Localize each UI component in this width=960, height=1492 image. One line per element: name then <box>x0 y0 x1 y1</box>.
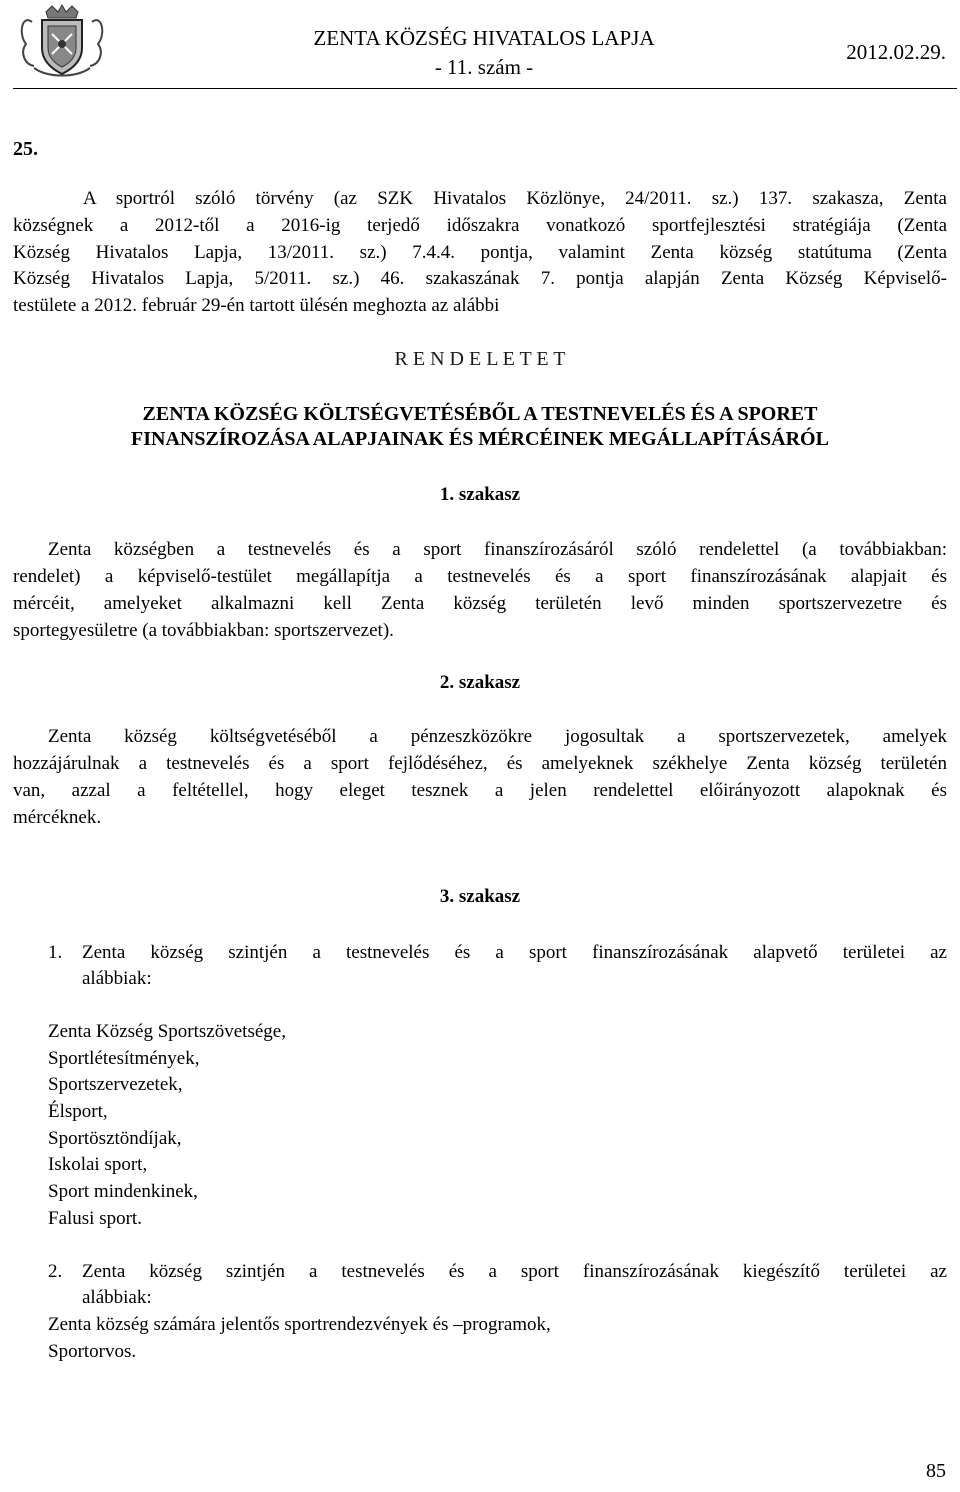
section-line: rendelet) a képviselő-testület megállapítja a testnevelés és a sport finanszírozásának alapjait és <box>13 566 947 587</box>
list-item: Iskolai sport, <box>48 1154 148 1175</box>
list-item: Falusi sport. <box>48 1208 142 1229</box>
issue-number: - 11. szám - <box>434 55 534 79</box>
preamble-line: A sportról szóló törvény (az SZK Hivatalos Közlönye, 24/2011. sz.) 137. szakasza, Zenta <box>83 188 947 209</box>
item-number: 25. <box>13 138 38 160</box>
coat-of-arms-icon <box>12 4 112 80</box>
item-line: Zenta község szintjén a testnevelés és a sport finanszírozásának kiegészítő területei az <box>82 1261 947 1282</box>
issue-date: 2012.02.29. <box>846 40 946 64</box>
page-number: 85 <box>926 1460 946 1482</box>
section-line: Zenta községben a testnevelés és a sport finanszírozásáról szóló rendelettel (a továbbiakban: <box>48 539 947 560</box>
item-line: alábbiak: <box>82 968 152 989</box>
item-line: Zenta község szintjén a testnevelés és a sport finanszírozásának alapvető területei az <box>82 942 947 963</box>
list-item: Sportszervezetek, <box>48 1074 183 1095</box>
journal-title: ZENTA KÖZSÉG HIVATALOS LAPJA <box>313 26 655 50</box>
section-heading: 2. szakasz <box>439 672 521 693</box>
decree-word: R E N D E L E T E T <box>394 348 566 370</box>
preamble-line: Község Hivatalos Lapja, 5/2011. sz.) 46. szakaszának 7. pontja alapján Zenta Község Képviselő- <box>13 268 947 289</box>
list-item: Élsport, <box>48 1101 108 1122</box>
item-label: 1. <box>48 942 63 963</box>
preamble-line: testülete a 2012. február 29-én tartott ülésén meghozta az alábbi <box>13 295 500 316</box>
decree-title-line: FINANSZÍROZÁSA ALAPJAINAK ÉS MÉRCÉINEK MEGÁLLAPÍTÁSÁRÓL <box>131 428 829 450</box>
section-line: hozzájárulnak a testnevelés és a sport fejlődéséhez, és amelyeknek székhelye Zenta község területén <box>13 753 947 774</box>
decree-title-line: ZENTA KÖZSÉG KÖLTSÉGVETÉSÉBŐL A TESTNEVELÉS ÉS A SPORET <box>142 403 818 425</box>
preamble-line: községnek a 2012-től a 2016-ig terjedő időszakra vonatkozó sportfejlesztési stratégiája (Zenta <box>13 215 947 236</box>
list-item: Sport mindenkinek, <box>48 1181 198 1202</box>
section-line: van, azzal a feltétellel, hogy eleget tesznek a jelen rendelettel előirányozott alapoknak és <box>13 780 947 801</box>
item-line: alábbiak: <box>82 1287 152 1308</box>
list-item: Sportösztöndíjak, <box>48 1128 182 1149</box>
section-heading: 1. szakasz <box>439 484 521 505</box>
header-rule <box>13 88 957 89</box>
item-label: 2. <box>48 1261 63 1282</box>
section-heading: 3. szakasz <box>439 886 521 907</box>
section-line: mércéknek. <box>13 807 102 828</box>
list-item: Zenta Község Sportszövetsége, <box>48 1021 286 1042</box>
list-item: Zenta község számára jelentős sportrendezvények és –programok, <box>48 1314 551 1335</box>
section-line: sportegyesületre (a továbbiakban: sportszervezet). <box>13 620 394 641</box>
section-line: Zenta község költségvetéséből a pénzeszközökre jogosultak a sportszervezetek, amelyek <box>48 726 947 747</box>
preamble-line: Község Hivatalos Lapja, 13/2011. sz.) 7.4.4. pontja, valamint Zenta község statútuma (Zenta <box>13 242 947 263</box>
section-line: mércéit, amelyeket alkalmazni kell Zenta község területén levő minden sportszervezetre és <box>13 593 947 614</box>
list-item: Sportorvos. <box>48 1341 137 1362</box>
list-item: Sportlétesítmények, <box>48 1048 200 1069</box>
